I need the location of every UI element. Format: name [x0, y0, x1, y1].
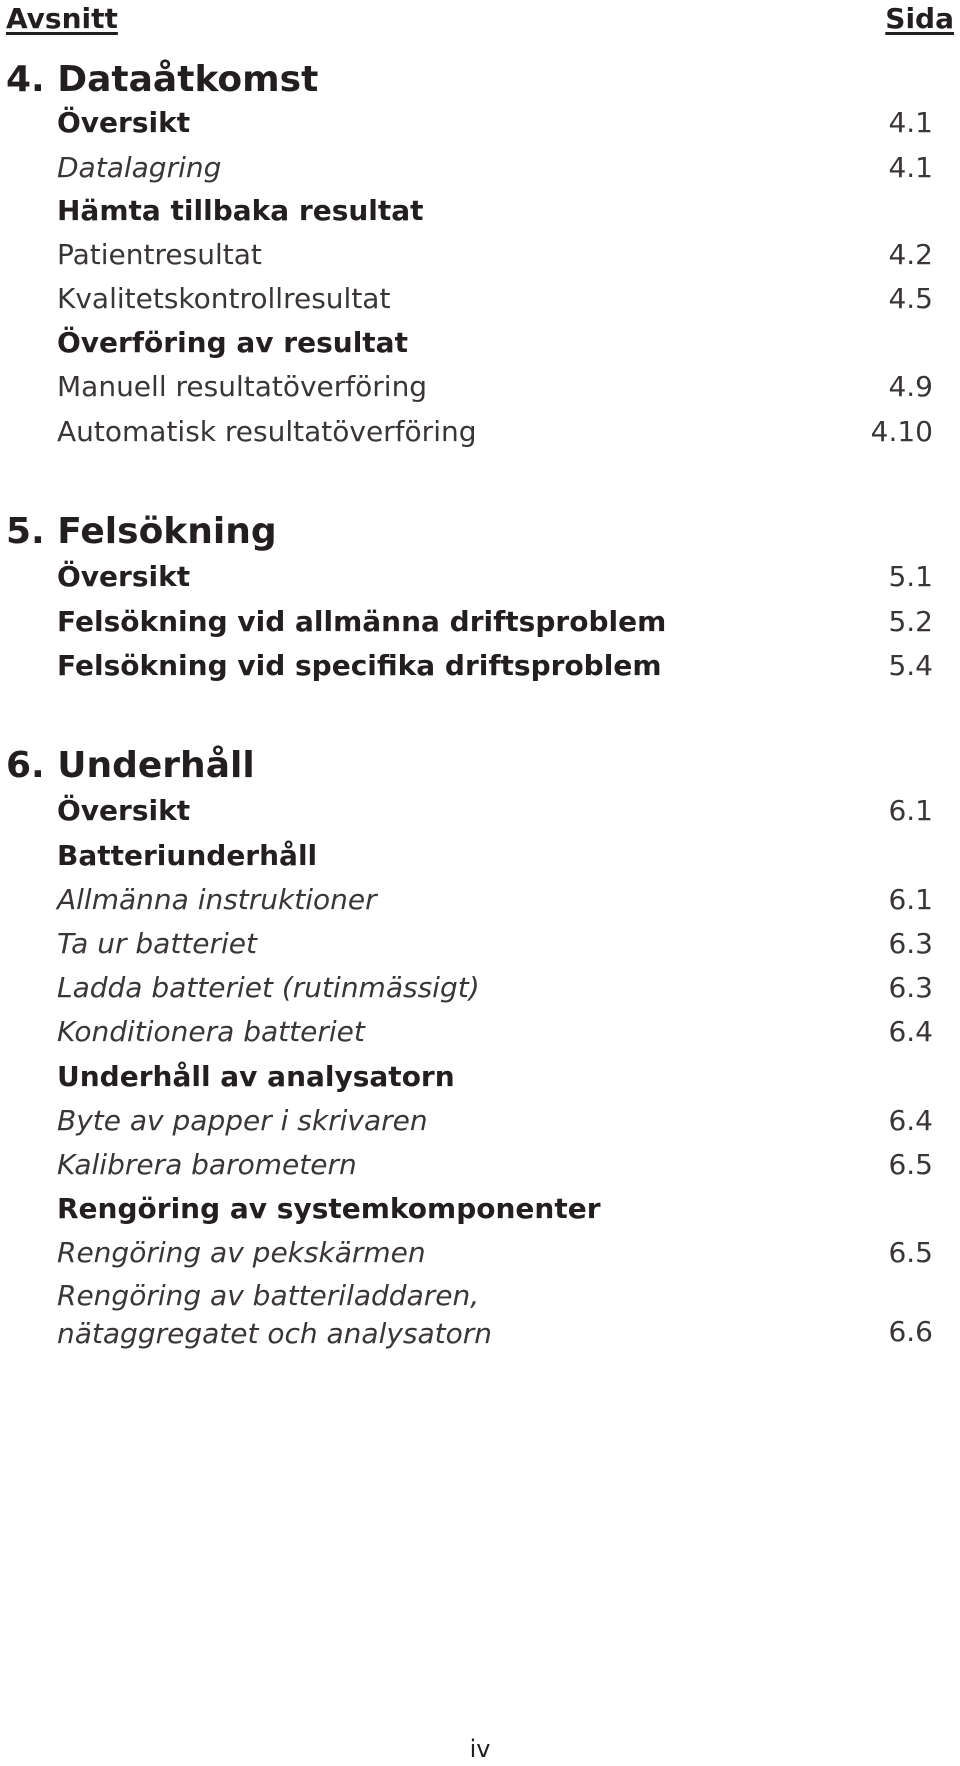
toc-entry-label: Kalibrera barometern — [57, 1148, 357, 1181]
toc-entry-label: Rengöring av pekskärmen — [57, 1236, 426, 1269]
toc-row — [57, 415, 933, 457]
toc-entry-page: 6.3 — [888, 927, 933, 960]
page-column-header: Sida — [885, 2, 954, 35]
toc-row — [57, 794, 933, 836]
toc-entry-page: 5.2 — [888, 605, 933, 638]
toc-entry-page: 5.1 — [888, 560, 933, 593]
toc-row — [57, 1192, 933, 1234]
toc-row — [6, 511, 933, 558]
toc-entry-label: Hämta tillbaka resultat — [57, 194, 424, 227]
toc-entry-label: Rengöring av systemkomponenter — [57, 1192, 601, 1225]
toc-row — [57, 326, 933, 368]
toc-row — [57, 106, 933, 148]
toc-row — [57, 194, 933, 236]
toc-row — [57, 560, 933, 602]
toc-entry-page: 5.4 — [888, 649, 933, 682]
toc-entry-label: Ladda batteriet (rutinmässigt) — [57, 971, 480, 1004]
toc-entry-label: Kvalitetskontrollresultat — [57, 282, 391, 315]
toc-entry-page: 6.3 — [888, 971, 933, 1004]
toc-entry-label: 6. Underhåll — [6, 745, 255, 786]
toc-entry-label: Felsökning vid allmänna driftsproblem — [57, 605, 667, 638]
toc-row — [6, 59, 933, 106]
toc-entry-label: Konditionera batteriet — [57, 1015, 365, 1048]
toc-row — [57, 649, 933, 691]
page-number: iv — [469, 1735, 491, 1763]
toc-entry-label: Manuell resultatöverföring — [57, 370, 428, 403]
toc-entry-label: Datalagring — [57, 151, 222, 184]
toc-entry-label: Översikt — [57, 106, 191, 139]
toc-entry-label: 5. Felsökning — [6, 511, 277, 552]
toc-entry-page: 4.9 — [888, 370, 933, 403]
toc-entry-page: 4.1 — [888, 151, 933, 184]
toc-entry-label: Patientresultat — [57, 238, 262, 271]
toc-entry-page: 6.1 — [888, 794, 933, 827]
toc-entry-page: 4.2 — [888, 238, 933, 271]
toc-row — [57, 238, 933, 280]
toc-row — [57, 1281, 933, 1361]
toc-entry-label: Allmänna instruktioner — [57, 883, 377, 916]
toc-entry-label: Batteriunderhåll — [57, 839, 318, 872]
toc-entry-label: Automatisk resultatöverföring — [57, 415, 477, 448]
toc-row — [57, 927, 933, 969]
toc-row — [57, 1015, 933, 1057]
toc-row — [57, 971, 933, 1013]
toc-entry-page: 4.1 — [888, 106, 933, 139]
toc-row — [57, 1148, 933, 1190]
toc-entry-page: 6.5 — [888, 1236, 933, 1269]
toc-entry-label: Byte av papper i skrivaren — [57, 1104, 428, 1137]
toc-entry-label: Översikt — [57, 560, 191, 593]
toc-entry-page: 6.5 — [888, 1148, 933, 1181]
toc-entry-label: Underhåll av analysatorn — [57, 1060, 455, 1093]
toc-entry-page: 6.1 — [888, 883, 933, 916]
toc-entry-label: 4. Dataåtkomst — [6, 59, 319, 100]
toc-entry-page: 6.4 — [888, 1015, 933, 1048]
toc-row — [6, 745, 933, 792]
toc-row — [57, 605, 933, 647]
toc-entry-label: Rengöring av batteriladdaren, nätaggregatet och analysatorn — [57, 1279, 493, 1350]
toc-entry-page: 4.5 — [888, 282, 933, 315]
toc-entry-label: Felsökning vid specifika driftsproblem — [57, 649, 662, 682]
toc-entry-label: Ta ur batteriet — [57, 927, 257, 960]
toc-entry-page: 6.4 — [888, 1104, 933, 1137]
toc-entry-page: 6.6 — [888, 1315, 933, 1348]
toc-row — [57, 1060, 933, 1102]
toc-entry-label: Översikt — [57, 794, 191, 827]
toc-row — [57, 151, 933, 193]
toc-entry-page: 4.10 — [870, 415, 933, 448]
toc-row — [57, 282, 933, 324]
toc-row — [57, 1236, 933, 1278]
toc-row — [57, 883, 933, 925]
toc-row — [57, 370, 933, 412]
section-column-header: Avsnitt — [6, 2, 118, 35]
toc-entry-label: Överföring av resultat — [57, 326, 408, 359]
toc-row — [57, 839, 933, 881]
toc-row — [57, 1104, 933, 1146]
